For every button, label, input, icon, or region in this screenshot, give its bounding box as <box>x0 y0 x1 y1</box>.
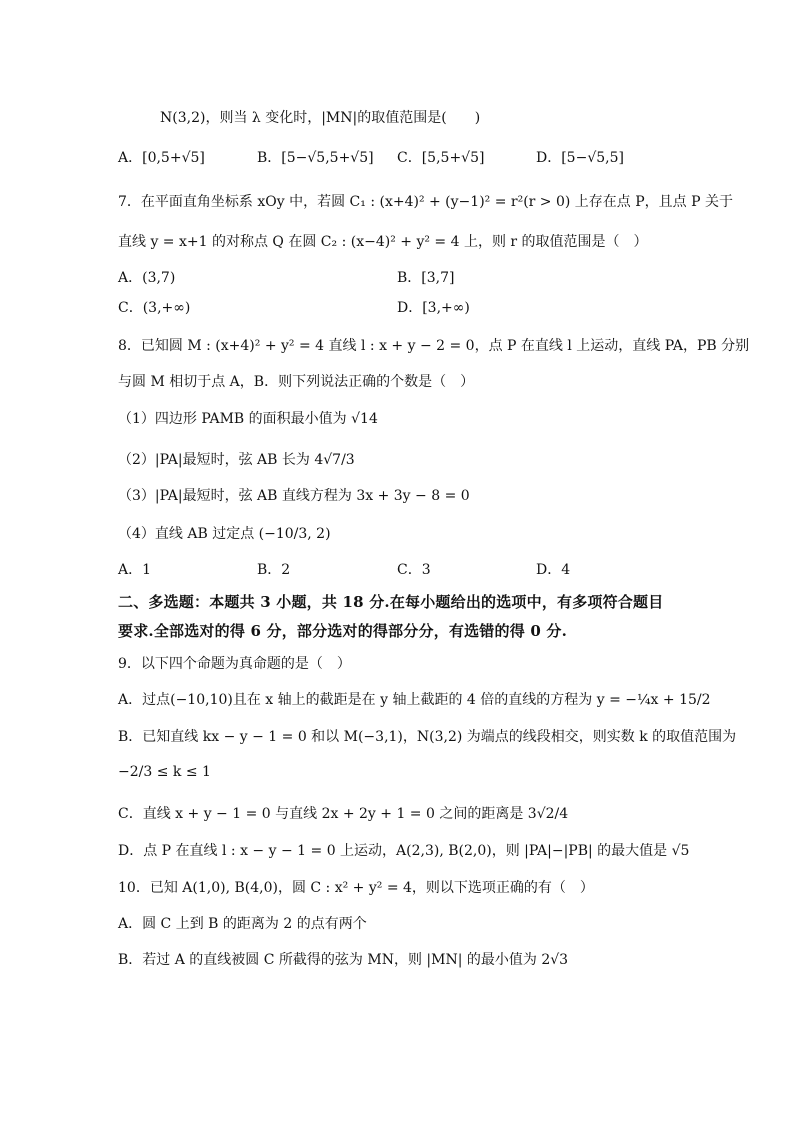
q9-option-d: D．点 P 在直线 l : x − y − 1 = 0 上运动，A(2,3), B(2,0)，则 |PA|−|PB| 的最大值是 √5 <box>118 843 690 859</box>
q6-option-d: D．[5−√5,5] <box>536 150 624 166</box>
q9-option-c: C．直线 x + y − 1 = 0 与直线 2x + 2y + 1 = 0 之间的距离是 3√2/4 <box>118 806 569 822</box>
section-2-heading-line2: 要求.全部选对的得 6 分，部分选对的得部分分，有选错的得 0 分. <box>118 622 568 640</box>
q7-option-d: D．[3,+∞) <box>397 300 470 316</box>
q8-option-c: C．3 <box>397 562 431 578</box>
section-2-heading-line1: 二、多选题：本题共 3 小题，共 18 分.在每小题给出的选项中，有多项符合题目 <box>118 593 664 611</box>
q9-stem: 9．以下四个命题为真命题的是（ ） <box>118 656 351 672</box>
q7-stem-line2: 直线 y = x+1 的对称点 Q 在圆 C₂ : (x−4)² + y² = 4 上，则 r 的取值范围是（ ） <box>118 234 648 250</box>
q8-statement-2: （2）|PA|最短时，弦 AB 长为 4√7/3 <box>118 452 355 468</box>
q7-option-c: C．(3,+∞) <box>118 300 191 316</box>
q10-option-a: A．圆 C 上到 B 的距离为 2 的点有两个 <box>118 916 367 932</box>
q9-option-b-line2: −2/3 ≤ k ≤ 1 <box>118 764 211 780</box>
q6-option-b: B．[5−√5,5+√5] <box>257 150 374 166</box>
q8-stem-line1: 8．已知圆 M : (x+4)² + y² = 4 直线 l : x + y − 2 = 0，点 P 在直线 l 上运动，直线 PA，PB 分别 <box>118 338 750 354</box>
q6-stem-tail: N(3,2)，则当 λ 变化时，|MN|的取值范围是( ) <box>160 110 481 126</box>
q9-option-a: A．过点(−10,10)且在 x 轴上的截距是在 y 轴上截距的 4 倍的直线的方程为 y = −¼x + 15/2 <box>118 692 711 708</box>
q10-option-b: B．若过 A 的直线被圆 C 所截得的弦为 MN，则 |MN| 的最小值为 2√3 <box>118 952 569 968</box>
q7-option-a: A．(3,7) <box>118 270 176 286</box>
q8-option-d: D．4 <box>536 562 571 578</box>
q7-stem-line1: 7．在平面直角坐标系 xOy 中，若圆 C₁ : (x+4)² + (y−1)² = r²(r > 0) 上存在点 P，且点 P 关于 <box>118 194 733 210</box>
q9-option-b-line1: B．已知直线 kx − y − 1 = 0 和以 M(−3,1)，N(3,2) 为端点的线段相交，则实数 k 的取值范围为 <box>118 729 737 745</box>
q8-option-a: A．1 <box>118 562 152 578</box>
q8-stem-line2: 与圆 M 相切于点 A，B．则下列说法正确的个数是（ ） <box>118 374 475 390</box>
q8-statement-4: （4）直线 AB 过定点 (−10/3, 2) <box>118 526 331 542</box>
q6-option-c: C．[5,5+√5] <box>397 150 485 166</box>
q8-statement-3: （3）|PA|最短时，弦 AB 直线方程为 3x + 3y − 8 = 0 <box>118 488 470 504</box>
q7-option-b: B．[3,7] <box>397 270 455 286</box>
q10-stem: 10．已知 A(1,0), B(4,0)，圆 C : x² + y² = 4，则以下选项正确的有（ ） <box>118 880 594 896</box>
q8-statement-1: （1）四边形 PAMB 的面积最小值为 √14 <box>118 411 378 427</box>
q6-option-a: A．[0,5+√5] <box>118 150 205 166</box>
q8-option-b: B．2 <box>257 562 291 578</box>
